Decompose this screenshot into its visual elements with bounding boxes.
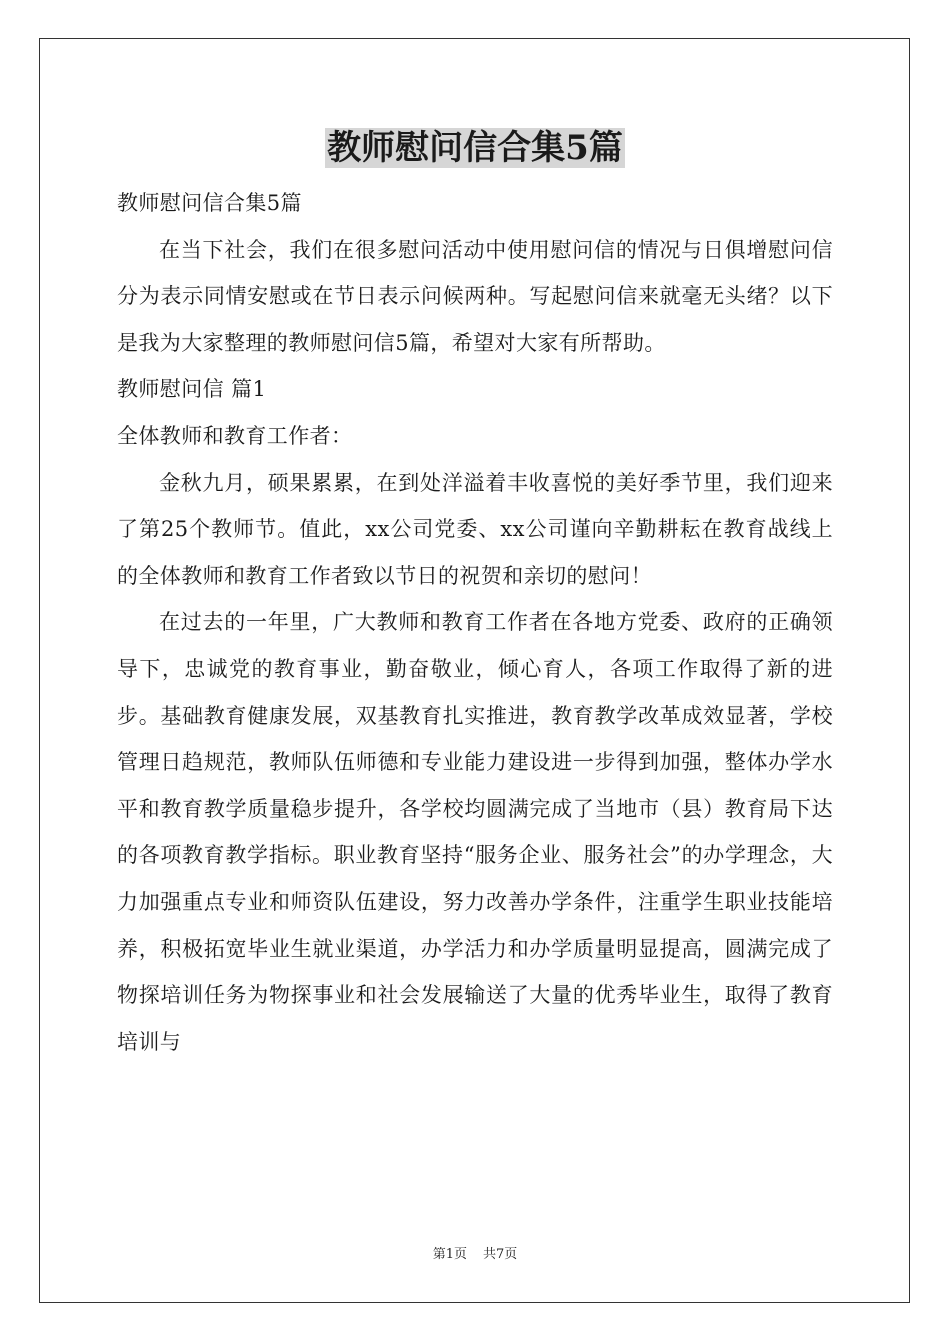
page-number: 第1页 bbox=[432, 1247, 467, 1262]
subtitle-line: 教师慰问信合集5篇 bbox=[117, 191, 302, 215]
intro-paragraph: 在当下社会，我们在很多慰问活动中使用慰问信的情况与日俱增慰问信分为表示同情安慰或在节日表示问候两种。写起慰问信来就毫无头绪？以下是我为大家整理的教师慰问信5篇，希望对大家有所帮助。 bbox=[117, 237, 833, 355]
document-title-text: 教师慰问信合集5篇 bbox=[327, 128, 623, 168]
page-total: 共7页 bbox=[483, 1247, 518, 1262]
salutation: 全体教师和教育工作者： bbox=[117, 423, 353, 448]
section-heading: 教师慰问信 篇1 bbox=[117, 377, 267, 402]
page-footer bbox=[0, 1246, 950, 1264]
document-body bbox=[117, 180, 833, 1065]
document-title bbox=[0, 126, 950, 170]
body-paragraph: 金秋九月，硕果累累，在到处洋溢着丰收喜悦的美好季节里，我们迎来了第25个教师节。值此，xx公司党委、xx公司谨向辛勤耕耘在教育战线上的全体教师和教育工作者致以节日的祝贺和亲切的慰问！ bbox=[117, 470, 833, 588]
body-paragraph: 在过去的一年里，广大教师和教育工作者在各地方党委、政府的正确领导下，忠诚党的教育事业，勤奋敬业，倾心育人，各项工作取得了新的进步。基础教育健康发展，双基教育扎实推进，教育教学改革成效显著，学校管理日趋规范，教师队伍师德和专业能力建设进一步得到加强，整体办学水平和教育教学质量稳步提升，各学校均圆满完成了当地市（县）教育局下达的各项教育教学指标。职业教育坚持“服务企业、服务社会”的办学理念，大力加强重点专业和师资队伍建设，努力改善办学条件，注重学生职业技能培养，积极拓宽毕业生就业渠道，办学活力和办学质量明显提高，圆满完成了物探培训任务为物探事业和社会发展输送了大量的优秀毕业生，取得了教育培训与 bbox=[117, 610, 833, 1054]
